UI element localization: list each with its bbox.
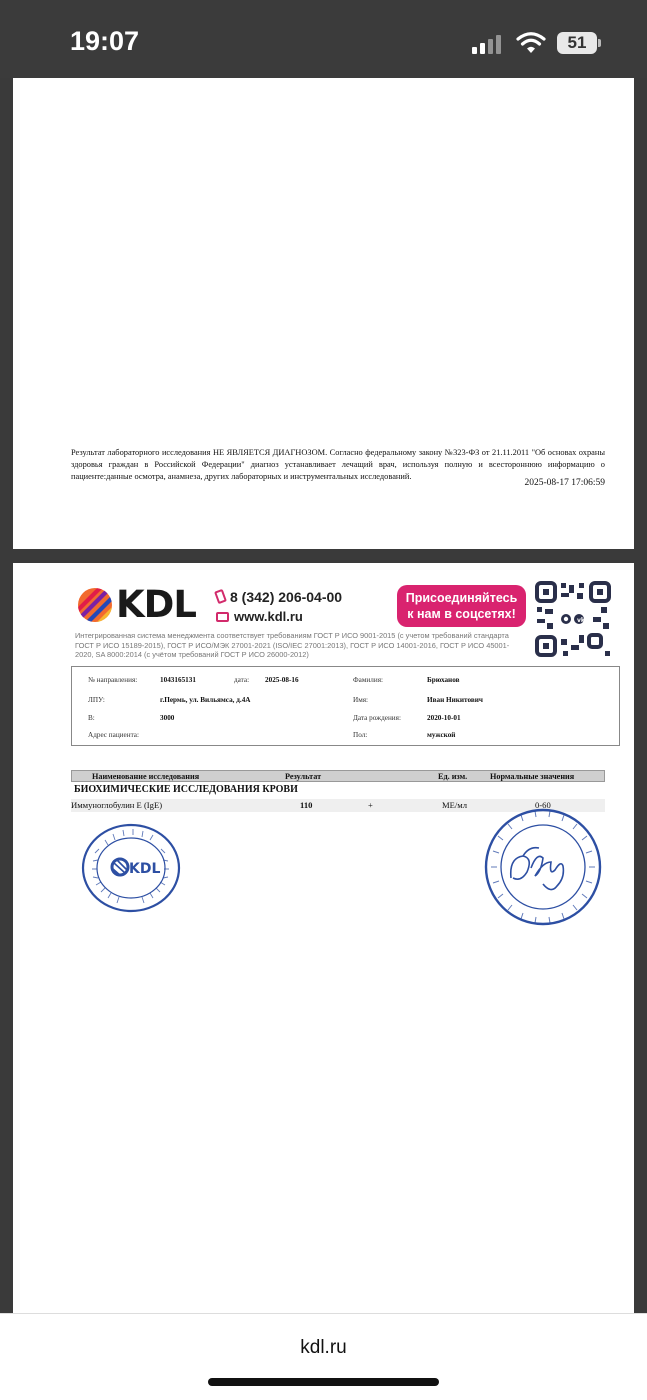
qr-code-icon bbox=[533, 579, 613, 659]
date-label: дата: bbox=[234, 676, 250, 684]
social-banner bbox=[397, 585, 526, 627]
social-banner-line1: Присоединяйтесь bbox=[405, 591, 518, 605]
status-time: 19:07 bbox=[70, 26, 140, 56]
sex-value: мужской bbox=[427, 731, 456, 739]
sex-label: Пол: bbox=[353, 731, 368, 739]
battery-icon bbox=[557, 32, 601, 54]
home-indicator[interactable] bbox=[208, 1378, 439, 1386]
wifi-icon bbox=[516, 32, 546, 54]
social-banner-line2: к нам в соцсетях! bbox=[407, 607, 516, 621]
surname-value: Брюханов bbox=[427, 676, 460, 684]
print-timestamp: 2025-08-17 17:06:59 bbox=[524, 478, 605, 488]
contact-phone bbox=[216, 589, 342, 605]
header-test-name: Наименование исследования bbox=[92, 772, 200, 781]
date-value: 2025-08-16 bbox=[265, 676, 299, 684]
svg-text:vk: vk bbox=[577, 617, 585, 624]
dob-label: Дата рождения: bbox=[353, 714, 401, 722]
cellular-signal-icon bbox=[472, 34, 502, 54]
lpu-label: ЛПУ: bbox=[88, 696, 105, 704]
website-text: www.kdl.ru bbox=[234, 609, 303, 624]
battery-level: 51 bbox=[567, 33, 587, 52]
phone-icon bbox=[214, 589, 227, 604]
document-page-2 bbox=[13, 563, 634, 1313]
v-value: 3000 bbox=[160, 714, 175, 722]
v-label: В: bbox=[88, 714, 95, 722]
name-label: Имя: bbox=[353, 696, 369, 704]
referral-value: 1043165131 bbox=[160, 676, 196, 684]
document-page-1 bbox=[13, 78, 634, 549]
contact-website bbox=[216, 609, 303, 624]
address-label: Адрес пациента: bbox=[88, 731, 139, 739]
header-result: Результат bbox=[285, 772, 322, 781]
name-value: Иван Никитович bbox=[427, 696, 483, 704]
lab-stamp-icon bbox=[81, 823, 181, 913]
status-bar bbox=[0, 0, 647, 78]
surname-label: Фамилия: bbox=[353, 676, 383, 684]
monitor-icon bbox=[216, 612, 229, 622]
header-unit: Ед. изм. bbox=[438, 772, 468, 781]
test-name: Иммуноглобулин Е (IgE) bbox=[71, 800, 163, 810]
kdl-logo-text: KDL bbox=[116, 583, 196, 626]
test-result: 110 bbox=[300, 800, 313, 810]
iso-certification-text: Интегрированная система менеджмента соответствует требованиям ГОСТ Р ИСО 9001-2015 (с учетом требований стандарта ГОСТ Р ИСО 15189-2015), ГОСТ Р ИСО/МЭК 27001-2021 (ISO/IEC 27001:2013), ГОСТ Р ИСО 14001-2016, ГОСТ Р ИСО 45001-2020, SA 8000:2014 (с учётом требований ГОСТ Р ИСО 26000-2012) bbox=[75, 631, 510, 659]
dob-value: 2020-10-01 bbox=[427, 714, 461, 722]
test-norm: 0-60 bbox=[535, 800, 551, 810]
header-norm: Нормальные значения bbox=[490, 772, 575, 781]
browser-bottom-bar bbox=[0, 1313, 647, 1400]
referral-label: № направления: bbox=[88, 676, 138, 684]
phone-number: 8 (342) 206-04-00 bbox=[230, 589, 343, 605]
diagnosis-disclaimer: Результат лабораторного исследования НЕ ЯВЛЯЕТСЯ ДИАГНОЗОМ. Согласно федеральному закону №323-ФЗ от 21.11.2011 "Об основах охраны здоровья граждан в Российской Федерации" диагноз устанавливает лечащий врач, используя полную и всестороннюю информацию о пациенте:данные осмотра, анамнеза, других лабораторных и инструментальных исследований. bbox=[71, 448, 605, 481]
results-table-header bbox=[71, 770, 605, 782]
test-unit: МЕ/мл bbox=[442, 800, 468, 810]
doctor-stamp-icon bbox=[483, 806, 603, 928]
stamp-left-text: KDL bbox=[129, 861, 161, 877]
section-title: БИОХИМИЧЕСКИЕ ИССЛЕДОВАНИЯ КРОВИ bbox=[74, 784, 298, 795]
patient-info-box bbox=[71, 666, 620, 746]
address-bar-url[interactable]: kdl.ru bbox=[300, 1337, 347, 1358]
test-flag: + bbox=[368, 800, 373, 810]
lpu-value: г.Пермь, ул. Вильямса, д.4А bbox=[160, 696, 251, 704]
